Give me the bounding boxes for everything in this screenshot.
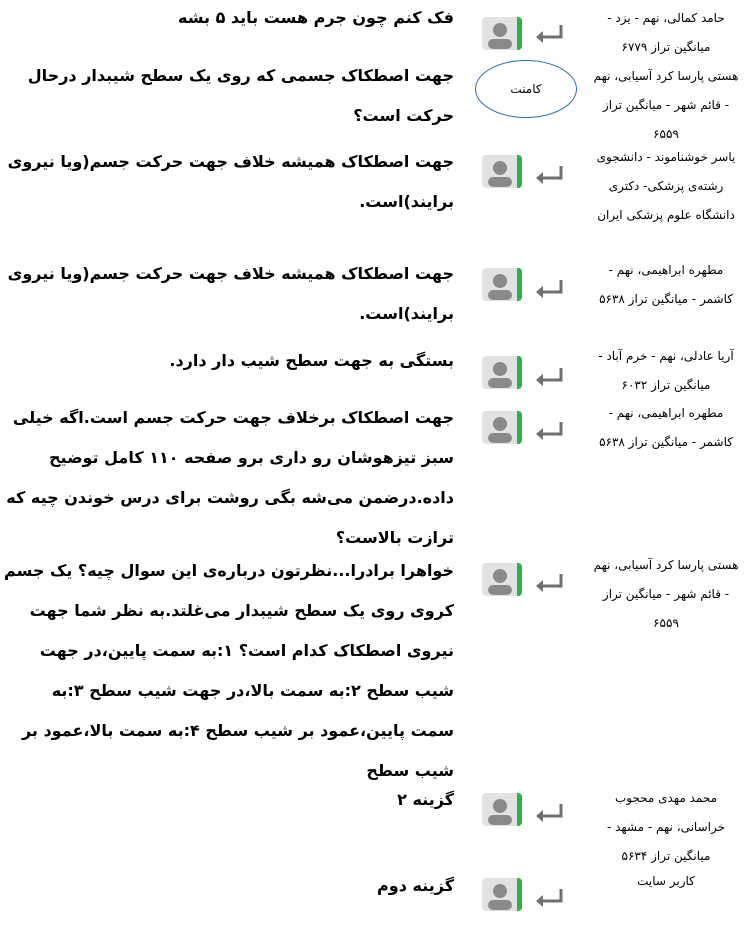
author-name: مطهره ابراهیمی، نهم - کاشمر - میانگین تراز ۵۶۳۸ [599,263,733,306]
comment-message: بستگی به جهت سطح شیب دار دارد. [169,351,454,370]
reply-icon[interactable] [534,802,564,824]
reply-icon[interactable] [534,164,564,186]
reply-icon[interactable] [534,23,564,45]
comment-message: جهت اصطکاک همیشه خلاف جهت حرکت جسم(ویا نیروی برایند)است. [7,152,454,211]
avatar [482,356,522,389]
comment-button[interactable]: کامنت [475,60,577,118]
comment-message: فک کنم چون جرم هست باید ۵ بشه [178,8,454,27]
reply-icon[interactable] [534,572,564,594]
avatar [482,793,522,826]
comment-message: جهت اصطکاک جسمی که روی یک سطح شیبدار درحال حرکت است؟ [27,66,454,125]
reply-icon[interactable] [534,278,564,300]
avatar [482,878,522,911]
avatar [482,17,522,50]
avatar [482,411,522,444]
author-name: هستی پارسا کرد آسیابی، نهم - قائم شهر - میانگین تراز ۶۵۵۹ [593,69,739,141]
author-name: کاربر سایت [637,874,695,888]
avatar [482,563,522,596]
comment-message: گزینه دوم [377,876,454,895]
comment-message: خواهرا برادرا...نظرتون درباره‌ی این سوال چیه؟ یک جسم کروی روی یک سطح شیبدار می‌غلتد.به نظر شما جهت نیروی اصطکاک کدام است؟ ۱:به سمت پایین،در جهت شیب سطح ۲:به سمت بالا،در جهت شیب سطح ۳:به سمت پایین،عمود بر شیب سطح ۴:به سمت بالا،عمود بر شیب سطح [4,561,454,780]
avatar [482,268,522,301]
author-name: حامد کمالی، نهم - یزد - میانگین تراز ۶۷۷۹ [607,11,725,54]
author-name: هستی پارسا کرد آسیابی، نهم - قائم شهر - میانگین تراز ۶۵۵۹ [593,558,739,630]
reply-icon[interactable] [534,420,564,442]
author-name: مطهره ابراهیمی، نهم - کاشمر - میانگین تراز ۵۶۳۸ [599,406,733,449]
author-name: آریا عادلی، نهم - خرم آباد - میانگین تراز ۶۰۳۲ [598,349,734,392]
reply-icon[interactable] [534,887,564,909]
avatar [482,155,522,188]
comment-message: جهت اصطکاک همیشه خلاف جهت حرکت جسم(ویا نیروی برایند)است. [7,264,454,323]
reply-icon[interactable] [534,366,564,388]
comment-message: جهت اصطکاک برخلاف جهت حرکت جسم است.اگه خیلی سبز تیزهوشان رو داری برو صفحه ۱۱۰ کامل توضیح داده.درضمن می‌شه بگی روشت برای درس خوندن چیه که ترازت بالاست؟ [6,408,454,547]
author-name: یاسر خوشناموند - دانشجوی رشته‌ی پزشکی- دکتری دانشگاه علوم پزشکی ایران [596,150,736,222]
author-name: محمد مهدی محجوب خراسانی، نهم - مشهد - میانگین تراز ۵۶۳۴ [606,791,726,863]
comment-message: گزینه ۲ [397,790,454,809]
